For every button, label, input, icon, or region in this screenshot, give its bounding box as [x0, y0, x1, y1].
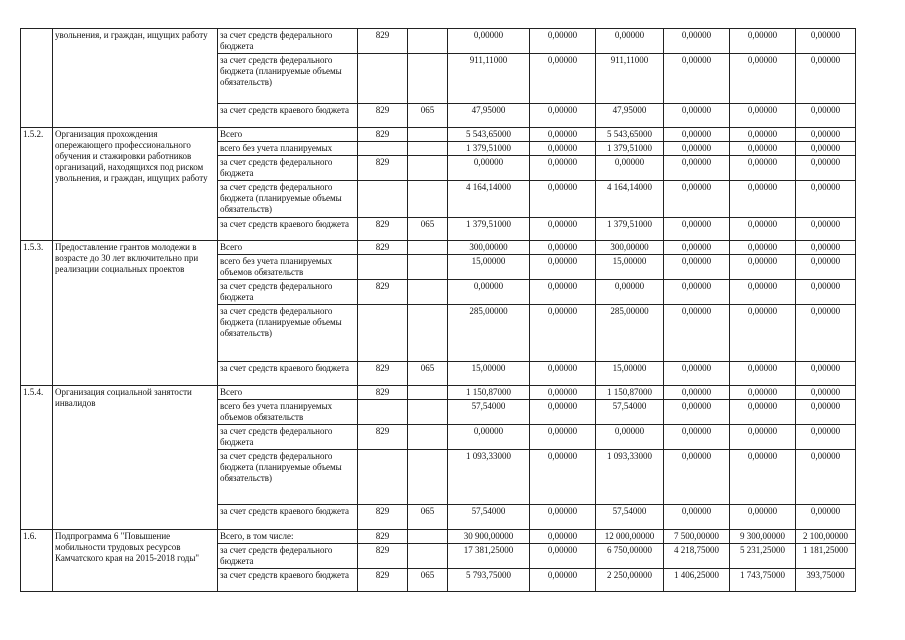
funding-source-cell: за счет средств краевого бюджета	[218, 362, 358, 386]
amount-cell: 0,00000	[796, 305, 856, 362]
amount-cell: 6 750,00000	[596, 544, 664, 569]
amount-cell: 57,54000	[596, 505, 664, 530]
amount-cell: 285,00000	[596, 305, 664, 362]
amount-cell: 0,00000	[796, 241, 856, 255]
funding-source-cell: за счет средств федерального бюджета	[218, 280, 358, 305]
amount-cell: 0,00000	[664, 425, 730, 450]
amount-cell: 1 181,25000	[796, 544, 856, 569]
amount-cell: 0,00000	[530, 104, 596, 128]
budget-code-cell	[408, 530, 448, 544]
amount-cell: 0,00000	[796, 505, 856, 530]
grbs-code-cell	[358, 142, 408, 156]
amount-cell: 1 150,87000	[448, 386, 530, 400]
amount-cell: 0,00000	[730, 362, 796, 386]
budget-code-cell: 065	[408, 104, 448, 128]
budget-table	[20, 28, 856, 592]
amount-cell: 0,00000	[796, 280, 856, 305]
amount-cell: 0,00000	[796, 400, 856, 425]
amount-cell: 0,00000	[796, 128, 856, 142]
funding-source-cell: всего без учета планируемых	[218, 142, 358, 156]
amount-cell: 0,00000	[596, 425, 664, 450]
amount-cell: 0,00000	[796, 386, 856, 400]
budget-code-cell	[408, 54, 448, 104]
amount-cell: 7 500,00000	[664, 530, 730, 544]
amount-cell: 0,00000	[730, 128, 796, 142]
amount-cell: 0,00000	[664, 142, 730, 156]
amount-cell: 0,00000	[730, 400, 796, 425]
budget-code-cell: 065	[408, 569, 448, 592]
amount-cell: 0,00000	[730, 386, 796, 400]
amount-cell: 0,00000	[448, 280, 530, 305]
amount-cell: 0,00000	[796, 218, 856, 241]
amount-cell: 0,00000	[730, 255, 796, 280]
amount-cell: 0,00000	[730, 181, 796, 218]
amount-cell: 4 164,14000	[448, 181, 530, 218]
grbs-code-cell	[358, 400, 408, 425]
amount-cell: 0,00000	[664, 54, 730, 104]
budget-code-cell	[408, 241, 448, 255]
budget-code-cell	[408, 255, 448, 280]
budget-code-cell	[408, 181, 448, 218]
funding-source-cell: за счет средств федерального бюджета	[218, 544, 358, 569]
amount-cell: 0,00000	[530, 425, 596, 450]
item-number-cell: 1.6.	[21, 530, 53, 592]
amount-cell: 0,00000	[448, 156, 530, 181]
budget-code-cell	[408, 29, 448, 54]
funding-source-cell: Всего	[218, 386, 358, 400]
amount-cell: 1 406,25000	[664, 569, 730, 592]
amount-cell: 0,00000	[730, 104, 796, 128]
amount-cell: 5 793,75000	[448, 569, 530, 592]
budget-code-cell	[408, 142, 448, 156]
item-name-cell: увольнения, и граждан, ищущих работу	[53, 29, 218, 128]
amount-cell: 0,00000	[664, 181, 730, 218]
funding-source-cell: за счет средств федерального бюджета (планируемые объемы обязательств)	[218, 181, 358, 218]
table-row	[21, 241, 856, 255]
amount-cell: 1 379,51000	[448, 218, 530, 241]
budget-code-cell	[408, 305, 448, 362]
amount-cell: 12 000,00000	[596, 530, 664, 544]
amount-cell: 0,00000	[796, 54, 856, 104]
amount-cell: 0,00000	[530, 241, 596, 255]
amount-cell: 15,00000	[448, 255, 530, 280]
budget-code-cell	[408, 544, 448, 569]
amount-cell: 911,11000	[448, 54, 530, 104]
grbs-code-cell	[358, 181, 408, 218]
amount-cell: 1 150,87000	[596, 386, 664, 400]
amount-cell: 0,00000	[664, 128, 730, 142]
table-body	[21, 29, 856, 592]
budget-code-cell	[408, 386, 448, 400]
table-row	[21, 386, 856, 400]
grbs-code-cell: 829	[358, 156, 408, 181]
amount-cell: 0,00000	[730, 305, 796, 362]
amount-cell: 0,00000	[796, 255, 856, 280]
grbs-code-cell: 829	[358, 218, 408, 241]
amount-cell: 0,00000	[796, 362, 856, 386]
amount-cell: 1 379,51000	[596, 142, 664, 156]
amount-cell: 17 381,25000	[448, 544, 530, 569]
item-number-cell: 1.5.3.	[21, 241, 53, 386]
amount-cell: 300,00000	[448, 241, 530, 255]
amount-cell: 0,00000	[796, 425, 856, 450]
amount-cell: 0,00000	[530, 530, 596, 544]
funding-source-cell: за счет средств федерального бюджета	[218, 29, 358, 54]
budget-code-cell	[408, 156, 448, 181]
amount-cell: 0,00000	[530, 218, 596, 241]
amount-cell: 0,00000	[796, 29, 856, 54]
amount-cell: 0,00000	[664, 505, 730, 530]
funding-source-cell: за счет средств краевого бюджета	[218, 218, 358, 241]
amount-cell: 0,00000	[596, 29, 664, 54]
amount-cell: 47,95000	[448, 104, 530, 128]
amount-cell: 0,00000	[530, 386, 596, 400]
funding-source-cell: за счет средств федерального бюджета	[218, 156, 358, 181]
budget-code-cell	[408, 128, 448, 142]
grbs-code-cell: 829	[358, 386, 408, 400]
item-name-cell: Подпрограмма 6 "Повышение мобильности трудовых ресурсов Камчатского края на 2015-2018 годы"	[53, 530, 218, 592]
amount-cell: 47,95000	[596, 104, 664, 128]
amount-cell: 2 250,00000	[596, 569, 664, 592]
amount-cell: 911,11000	[596, 54, 664, 104]
amount-cell: 0,00000	[796, 142, 856, 156]
table-row	[21, 128, 856, 142]
amount-cell: 0,00000	[730, 54, 796, 104]
amount-cell: 5 543,65000	[448, 128, 530, 142]
amount-cell: 4 164,14000	[596, 181, 664, 218]
grbs-code-cell: 829	[358, 425, 408, 450]
grbs-code-cell: 829	[358, 569, 408, 592]
item-name-cell: Организация социальной занятости инвалидов	[53, 386, 218, 530]
amount-cell: 0,00000	[730, 425, 796, 450]
amount-cell: 1 379,51000	[596, 218, 664, 241]
budget-code-cell: 065	[408, 505, 448, 530]
item-number-cell: 1.5.2.	[21, 128, 53, 241]
grbs-code-cell: 829	[358, 544, 408, 569]
amount-cell: 1 379,51000	[448, 142, 530, 156]
grbs-code-cell: 829	[358, 280, 408, 305]
amount-cell: 0,00000	[530, 569, 596, 592]
amount-cell: 0,00000	[530, 362, 596, 386]
grbs-code-cell	[358, 255, 408, 280]
grbs-code-cell	[358, 305, 408, 362]
amount-cell: 0,00000	[664, 241, 730, 255]
item-name-cell: Организация прохождения опережающего профессионального обучения и стажировки работников организаций, находящихся под риском увольнения, и граждан, ищущих работу	[53, 128, 218, 241]
amount-cell: 285,00000	[448, 305, 530, 362]
table-row	[21, 530, 856, 544]
funding-source-cell: всего без учета планируемых объемов обязательств	[218, 400, 358, 425]
amount-cell: 0,00000	[796, 450, 856, 505]
amount-cell: 0,00000	[530, 450, 596, 505]
amount-cell: 0,00000	[796, 156, 856, 181]
amount-cell: 5 231,25000	[730, 544, 796, 569]
amount-cell: 30 900,00000	[448, 530, 530, 544]
funding-source-cell: за счет средств федерального бюджета	[218, 425, 358, 450]
amount-cell: 0,00000	[730, 450, 796, 505]
funding-source-cell: за счет средств краевого бюджета	[218, 505, 358, 530]
amount-cell: 0,00000	[796, 181, 856, 218]
amount-cell: 15,00000	[596, 362, 664, 386]
funding-source-cell: за счет средств федерального бюджета (планируемые объемы обязательств)	[218, 54, 358, 104]
item-number-cell	[21, 29, 53, 128]
amount-cell: 0,00000	[730, 218, 796, 241]
budget-code-cell	[408, 280, 448, 305]
amount-cell: 0,00000	[530, 400, 596, 425]
item-name-cell: Предоставление грантов молодежи в возрасте до 30 лет включительно при реализации социальных проектов	[53, 241, 218, 386]
grbs-code-cell: 829	[358, 530, 408, 544]
amount-cell: 0,00000	[796, 104, 856, 128]
budget-code-cell	[408, 425, 448, 450]
amount-cell: 0,00000	[664, 29, 730, 54]
grbs-code-cell: 829	[358, 362, 408, 386]
amount-cell: 15,00000	[596, 255, 664, 280]
amount-cell: 0,00000	[730, 156, 796, 181]
amount-cell: 0,00000	[530, 305, 596, 362]
amount-cell: 0,00000	[530, 29, 596, 54]
amount-cell: 0,00000	[530, 128, 596, 142]
table-row	[21, 29, 856, 54]
amount-cell: 0,00000	[664, 362, 730, 386]
amount-cell: 2 100,00000	[796, 530, 856, 544]
amount-cell: 0,00000	[530, 255, 596, 280]
amount-cell: 57,54000	[596, 400, 664, 425]
amount-cell: 1 093,33000	[448, 450, 530, 505]
amount-cell: 0,00000	[596, 156, 664, 181]
amount-cell: 0,00000	[664, 218, 730, 241]
amount-cell: 57,54000	[448, 505, 530, 530]
funding-source-cell: за счет средств федерального бюджета (планируемые объемы обязательств)	[218, 305, 358, 362]
amount-cell: 0,00000	[530, 142, 596, 156]
amount-cell: 0,00000	[730, 505, 796, 530]
grbs-code-cell: 829	[358, 128, 408, 142]
amount-cell: 0,00000	[448, 29, 530, 54]
funding-source-cell: за счет средств федерального бюджета (планируемые объемы обязательств)	[218, 450, 358, 505]
funding-source-cell: за счет средств краевого бюджета	[218, 569, 358, 592]
grbs-code-cell	[358, 54, 408, 104]
amount-cell: 0,00000	[664, 305, 730, 362]
amount-cell: 0,00000	[448, 425, 530, 450]
amount-cell: 0,00000	[596, 280, 664, 305]
amount-cell: 0,00000	[530, 54, 596, 104]
funding-source-cell: всего без учета планируемых объемов обязательств	[218, 255, 358, 280]
amount-cell: 0,00000	[664, 156, 730, 181]
amount-cell: 0,00000	[530, 505, 596, 530]
budget-code-cell	[408, 450, 448, 505]
amount-cell: 0,00000	[530, 156, 596, 181]
amount-cell: 5 543,65000	[596, 128, 664, 142]
amount-cell: 1 743,75000	[730, 569, 796, 592]
funding-source-cell: за счет средств краевого бюджета	[218, 104, 358, 128]
amount-cell: 0,00000	[530, 280, 596, 305]
amount-cell: 0,00000	[530, 544, 596, 569]
budget-code-cell: 065	[408, 218, 448, 241]
grbs-code-cell: 829	[358, 241, 408, 255]
budget-code-cell	[408, 400, 448, 425]
grbs-code-cell: 829	[358, 29, 408, 54]
amount-cell: 0,00000	[730, 241, 796, 255]
budget-code-cell: 065	[408, 362, 448, 386]
grbs-code-cell: 829	[358, 505, 408, 530]
amount-cell: 15,00000	[448, 362, 530, 386]
amount-cell: 57,54000	[448, 400, 530, 425]
amount-cell: 300,00000	[596, 241, 664, 255]
amount-cell: 0,00000	[730, 29, 796, 54]
item-number-cell: 1.5.4.	[21, 386, 53, 530]
amount-cell: 0,00000	[664, 386, 730, 400]
funding-source-cell: Всего	[218, 128, 358, 142]
grbs-code-cell	[358, 450, 408, 505]
amount-cell: 0,00000	[664, 400, 730, 425]
amount-cell: 0,00000	[730, 142, 796, 156]
amount-cell: 1 093,33000	[596, 450, 664, 505]
funding-source-cell: Всего	[218, 241, 358, 255]
amount-cell: 0,00000	[730, 280, 796, 305]
amount-cell: 393,75000	[796, 569, 856, 592]
amount-cell: 0,00000	[664, 450, 730, 505]
grbs-code-cell: 829	[358, 104, 408, 128]
amount-cell: 0,00000	[664, 280, 730, 305]
amount-cell: 0,00000	[664, 255, 730, 280]
amount-cell: 9 300,00000	[730, 530, 796, 544]
amount-cell: 0,00000	[530, 181, 596, 218]
funding-source-cell: Всего, в том числе:	[218, 530, 358, 544]
amount-cell: 4 218,75000	[664, 544, 730, 569]
amount-cell: 0,00000	[664, 104, 730, 128]
